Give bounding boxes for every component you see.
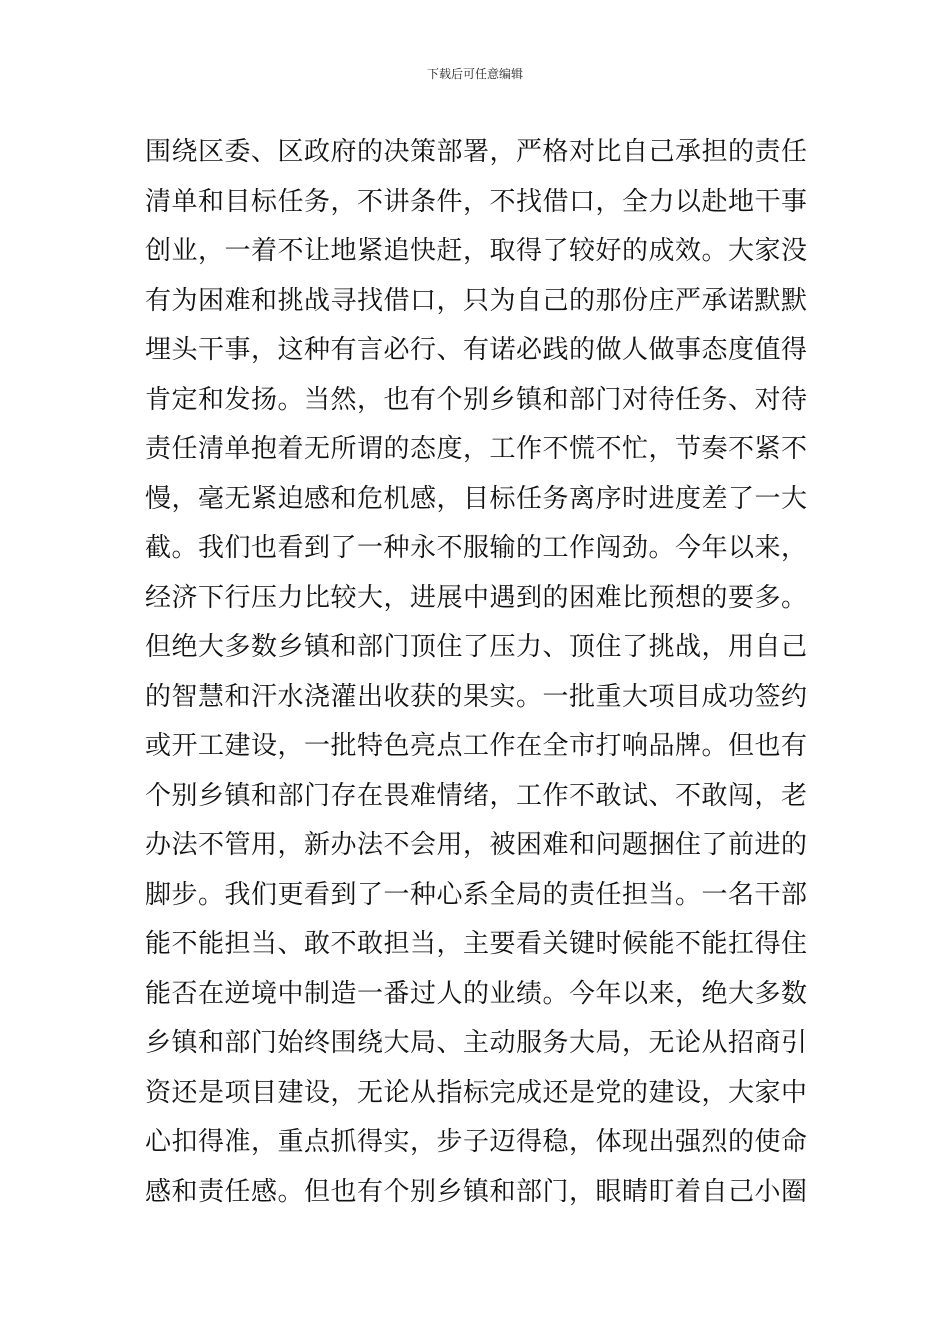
text-line: 有为困难和挑战寻找借口，只为自己的那份庄严承诺默默 bbox=[145, 285, 808, 316]
text-line: 心扣得准，重点抓得实，步子迈得稳，体现出强烈的使命 bbox=[145, 1127, 808, 1157]
text-line: 肯定和发扬。当然，也有个别乡镇和部门对待任务、对待 bbox=[145, 384, 808, 415]
text-line: 埋头干事，这种有言必行、有诺必践的做人做事态度值得 bbox=[145, 335, 808, 365]
text-line: 截。我们也看到了一种永不服输的工作闯劲。今年以来， bbox=[145, 533, 808, 563]
text-line: 乡镇和部门始终围绕大局、主动服务大局，无论从招商引 bbox=[145, 1028, 808, 1058]
body-paragraph bbox=[145, 128, 815, 1217]
text-line: 能不能担当、敢不敢担当，主要看关键时候能不能扛得住 bbox=[145, 929, 808, 959]
text-line: 的智慧和汗水浇灌出收获的果实。一批重大项目成功签约 bbox=[145, 681, 808, 712]
text-line: 脚步。我们更看到了一种心系全局的责任担当。一名干部 bbox=[145, 879, 808, 910]
text-line: 资还是项目建设，无论从指标完成还是党的建设，大家中 bbox=[145, 1077, 808, 1108]
text-line: 但绝大多数乡镇和部门顶住了压力、顶住了挑战，用自己 bbox=[145, 632, 808, 662]
page-header: 下载后可任意编辑 bbox=[426, 67, 523, 81]
text-line: 或开工建设，一批特色亮点工作在全市打响品牌。但也有 bbox=[145, 731, 808, 761]
text-line: 办法不管用，新办法不会用，被困难和问题捆住了前进的 bbox=[145, 830, 808, 860]
text-line: 围绕区委、区政府的决策部署，严格对比自己承担的责任 bbox=[145, 137, 808, 167]
text-line: 能否在逆境中制造一番过人的业绩。今年以来，绝大多数 bbox=[145, 978, 808, 1009]
text-line: 创业，一着不让地紧追快赶，取得了较好的成效。大家没 bbox=[145, 236, 808, 266]
text-line: 责任清单抱着无所谓的态度，工作不慌不忙，节奏不紧不 bbox=[145, 434, 808, 464]
text-line: 经济下行压力比较大，进展中遇到的困难比预想的要多。 bbox=[145, 582, 808, 613]
text-line: 感和责任感。但也有个别乡镇和部门，眼睛盯着自己小圈 bbox=[145, 1176, 808, 1207]
text-line: 个别乡镇和部门存在畏难情绪，工作不敢试、不敢闯，老 bbox=[145, 780, 808, 811]
text-line: 清单和目标任务，不讲条件，不找借口，全力以赴地干事 bbox=[145, 186, 808, 217]
text-line: 慢，毫无紧迫感和危机感，目标任务离序时进度差了一大 bbox=[145, 483, 808, 514]
